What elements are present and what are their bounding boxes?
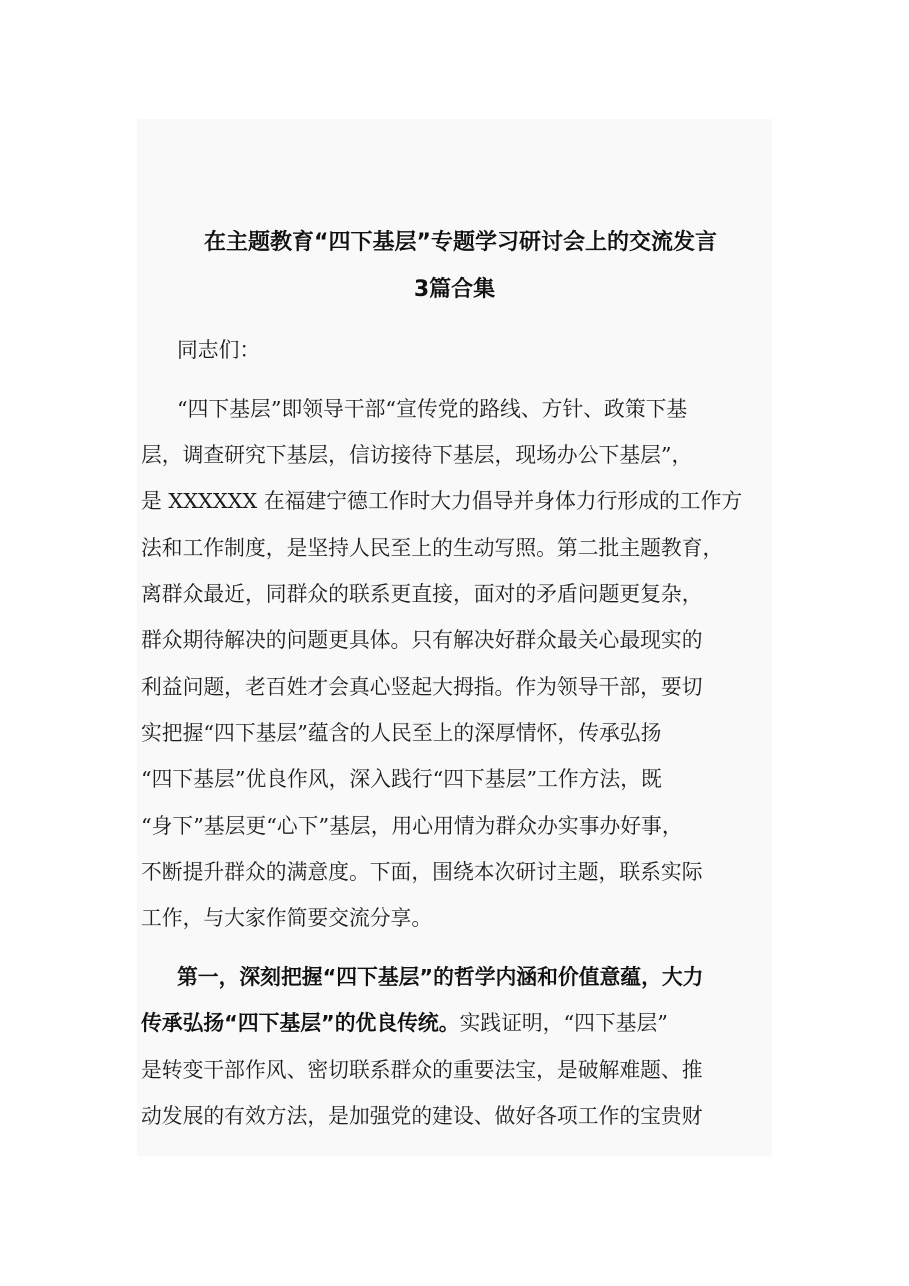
document-title-line1: 在主题教育“四下基层”专题学习研讨会上的交流发言 [204,230,717,255]
paragraph-line: “身下”基层更“心下”基层，用心用情为群众办实事办好事， [141,814,683,838]
paragraph-line: 群众期待解决的问题更具体。只有解决好群众最关心最现实的 [141,628,703,652]
section-heading-bold: 传承弘扬“四下基层”的优良传统。 [141,1011,460,1035]
paragraph-line: 工作，与大家作简要交流分享。 [141,906,433,930]
paragraph-line: 是转变干部作风、密切联系群众的重要法宝，是破解难题、推 [141,1058,703,1082]
paragraph-line: 动发展的有效方法，是加强党的建设、做好各项工作的宝贵财 [141,1104,703,1128]
salutation: 同志们： [177,338,261,362]
paragraph-line [141,1008,668,1038]
document-title-line2: 3篇合集 [413,277,496,302]
paragraph-line: 实把握“四下基层”蕴含的人民至上的深厚情怀，传承弘扬 [141,721,662,745]
document-page [137,119,772,1156]
paragraph-line: 不断提升群众的满意度。下面，围绕本次研讨主题，联系实际 [141,860,703,884]
paragraph-line: “四下基层”优良作风，深入践行“四下基层”工作方法，既 [141,767,662,791]
paragraph-line: 层，调查研究下基层，信访接待下基层，现场办公下基层”， [141,443,693,467]
paragraph-line: 是 XXXXXX 在福建宁德工作时大力倡导并身体力行形成的工作方 [141,489,743,513]
paragraph-text: 实践证明，“四下基层” [459,1011,668,1035]
paragraph-line: 离群众最近，同群众的联系更直接，面对的矛盾问题更复杂， [141,582,703,606]
section-heading-bold: 第一，深刻把握“四下基层”的哲学内涵和价值意蕴，大力 [177,965,704,989]
paragraph-line: 法和工作制度，是坚持人民至上的生动写照。第二批主题教育， [141,536,724,560]
paragraph-line: 利益问题，老百姓才会真心竖起大拇指。作为领导干部，要切 [141,675,703,699]
paragraph-line [177,962,703,992]
paragraph-line: “四下基层”即领导干部“宣传党的路线、方针、政策下基 [177,397,688,421]
